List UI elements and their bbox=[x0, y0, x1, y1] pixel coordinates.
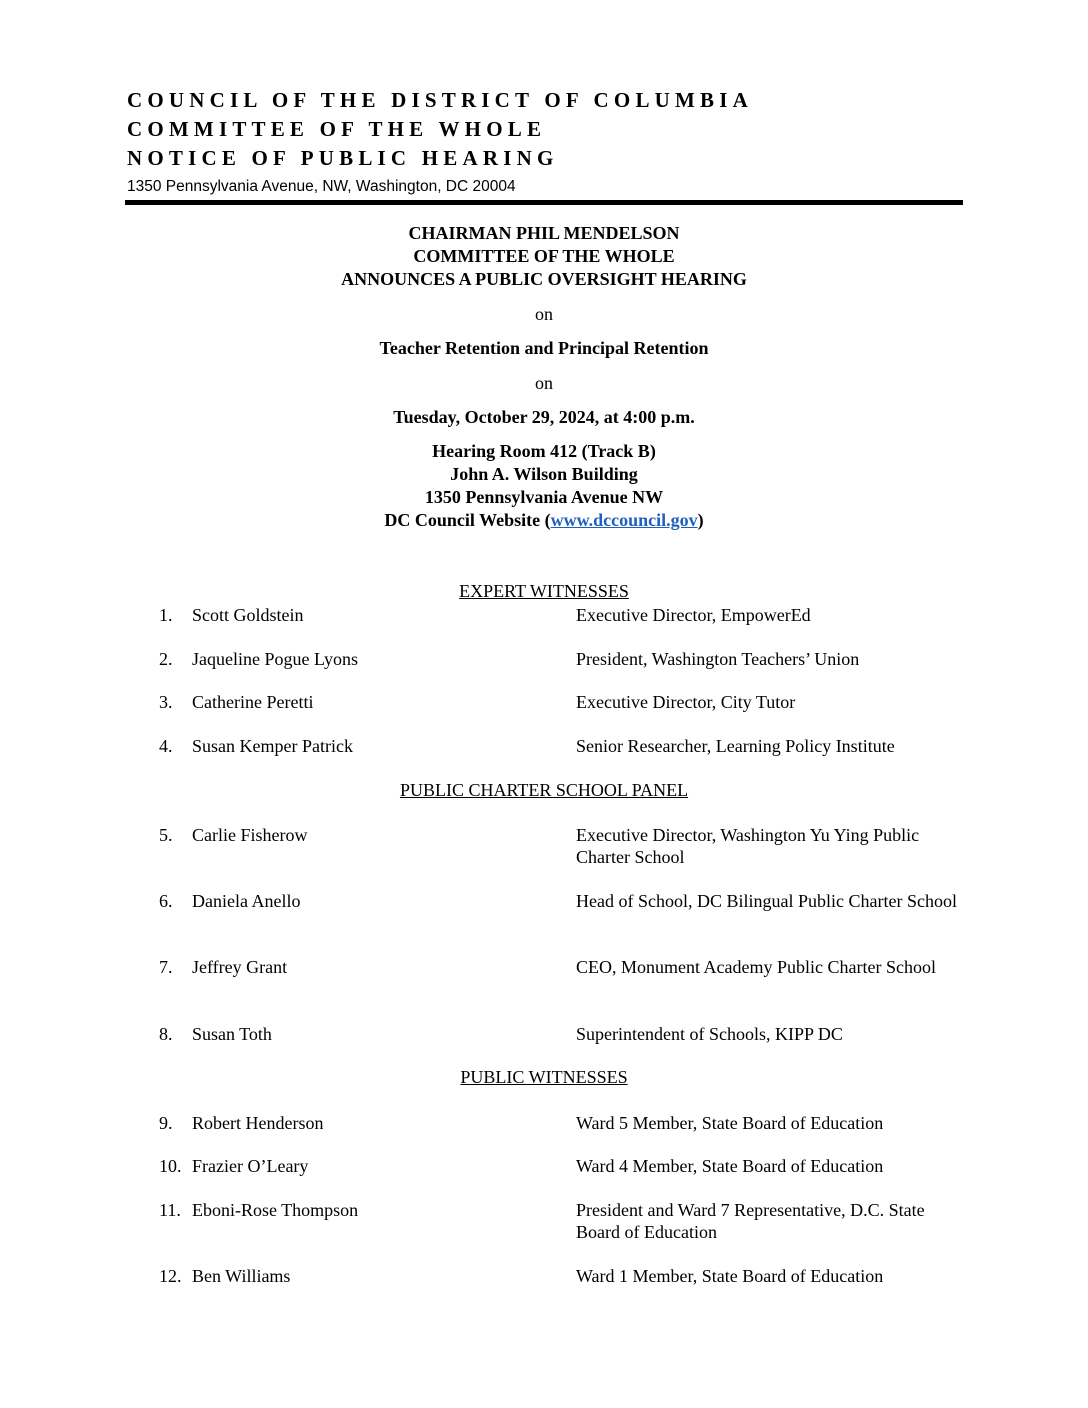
witness-name: Ben Williams bbox=[192, 1266, 291, 1286]
witness-number: 4. bbox=[159, 736, 173, 756]
website-link[interactable]: www.dccouncil.gov bbox=[550, 510, 698, 530]
witness-name: Catherine Peretti bbox=[192, 692, 314, 712]
witness-name: Susan Kemper Patrick bbox=[192, 736, 353, 756]
header-rule bbox=[125, 200, 963, 205]
witness-title: Ward 1 Member, State Board of Education bbox=[576, 1266, 884, 1286]
witness-number: 1. bbox=[159, 605, 173, 625]
witness-number: 10. bbox=[159, 1156, 182, 1176]
witness-number: 2. bbox=[159, 649, 173, 669]
witness-name: Scott Goldstein bbox=[192, 605, 304, 625]
website-line bbox=[0, 509, 1088, 532]
witness-name: Carlie Fisherow bbox=[192, 825, 308, 845]
witness-name: Jeffrey Grant bbox=[192, 957, 288, 977]
witness-title: President, Washington Teachers’ Union bbox=[576, 649, 860, 669]
notice-title: NOTICE OF PUBLIC HEARING bbox=[127, 146, 559, 170]
witness-title: Executive Director, Washington Yu Ying Public Charter School bbox=[576, 825, 920, 867]
witness-number: 12. bbox=[159, 1266, 182, 1286]
chairman-line: CHAIRMAN PHIL MENDELSON bbox=[408, 223, 680, 243]
witness-number: 9. bbox=[159, 1113, 173, 1133]
witness-title: Superintendent of Schools, KIPP DC bbox=[576, 1024, 843, 1044]
on-text: on bbox=[535, 373, 553, 393]
witness-number: 8. bbox=[159, 1024, 173, 1044]
witness-number: 11. bbox=[159, 1200, 181, 1220]
witness-number: 7. bbox=[159, 957, 173, 977]
witness-name: Daniela Anello bbox=[192, 891, 301, 911]
hearing-topic: Teacher Retention and Principal Retention bbox=[379, 338, 709, 358]
witness-title: Executive Director, City Tutor bbox=[576, 692, 796, 712]
witness-name: Frazier O’Leary bbox=[192, 1156, 309, 1176]
letterhead bbox=[127, 86, 753, 197]
witness-title: Senior Researcher, Learning Policy Institute bbox=[576, 736, 895, 756]
witness-name: Jaqueline Pogue Lyons bbox=[192, 649, 358, 669]
hearing-datetime: Tuesday, October 29, 2024, at 4:00 p.m. bbox=[393, 407, 695, 427]
committee-name: COMMITTEE OF THE WHOLE bbox=[127, 117, 547, 141]
hearing-building: John A. Wilson Building bbox=[450, 464, 638, 484]
witness-number: 5. bbox=[159, 825, 173, 845]
witness-title: President and Ward 7 Representative, D.C. State Board of Education bbox=[576, 1200, 925, 1242]
on-text: on bbox=[535, 304, 553, 324]
witness-name: Susan Toth bbox=[192, 1024, 272, 1044]
committee-line: COMMITTEE OF THE WHOLE bbox=[413, 246, 675, 266]
hearing-room: Hearing Room 412 (Track B) bbox=[432, 441, 656, 461]
witness-title: CEO, Monument Academy Public Charter School bbox=[576, 957, 936, 977]
section-expert-witnesses: EXPERT WITNESSES bbox=[459, 581, 629, 601]
council-address: 1350 Pennsylvania Avenue, NW, Washington, DC 20004 bbox=[127, 178, 516, 195]
website-label: DC Council Website ( bbox=[384, 510, 551, 530]
witness-title: Executive Director, EmpowerEd bbox=[576, 605, 811, 625]
witness-title: Head of School, DC Bilingual Public Charter School bbox=[576, 891, 957, 911]
witness-name: Robert Henderson bbox=[192, 1113, 324, 1133]
announces-line: ANNOUNCES A PUBLIC OVERSIGHT HEARING bbox=[341, 269, 747, 289]
section-public-witnesses: PUBLIC WITNESSES bbox=[460, 1067, 628, 1087]
witness-number: 3. bbox=[159, 692, 173, 712]
witness-title: Ward 4 Member, State Board of Education bbox=[576, 1156, 884, 1176]
website-close: ) bbox=[697, 510, 704, 530]
section-charter-panel: PUBLIC CHARTER SCHOOL PANEL bbox=[399, 780, 689, 800]
witness-title: Ward 5 Member, State Board of Education bbox=[576, 1113, 884, 1133]
council-name: COUNCIL OF THE DISTRICT OF COLUMBIA bbox=[127, 88, 753, 112]
witness-name: Eboni-Rose Thompson bbox=[192, 1200, 359, 1220]
witness-number: 6. bbox=[159, 891, 173, 911]
hearing-street: 1350 Pennsylvania Avenue NW bbox=[424, 487, 664, 507]
